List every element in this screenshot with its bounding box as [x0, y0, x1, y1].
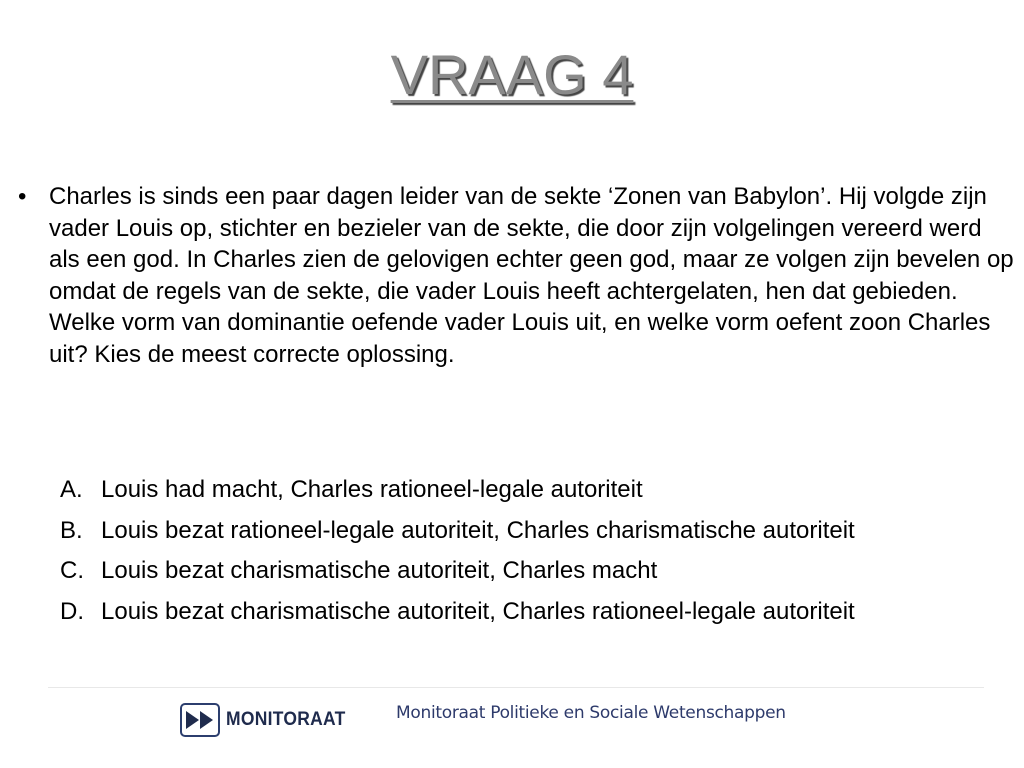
option-letter: A. [60, 476, 83, 504]
answer-option-a [60, 470, 1020, 511]
answer-option-c [60, 551, 1020, 592]
logo-text: MONITORAAT [226, 709, 346, 730]
answer-options [60, 470, 1020, 632]
option-letter: C. [60, 557, 84, 585]
question-block [18, 181, 1016, 370]
bullet-marker: • [18, 183, 27, 210]
option-text: Louis bezat charismatische autoriteit, Charles rationeel-legale autoriteit [101, 597, 855, 625]
slide-title: VRAAG 4 [390, 43, 634, 106]
footer-divider [48, 687, 984, 688]
answer-option-b [60, 511, 1020, 552]
option-text: Louis had macht, Charles rationeel-legale autoriteit [101, 476, 643, 504]
answer-option-d [60, 592, 1020, 633]
option-letter: D. [60, 597, 84, 625]
question-text: Charles is sinds een paar dagen leider van de sekte ‘Zonen van Babylon’. Hij volgde zijn vader Louis op, stichter en bezieler van de sekte, die door zijn volgelingen vereerd werd als een god. In Charles zien de gelovigen echter geen god, maar ze volgen zijn bevelen op omdat de regels van de sekte, die vader Louis heeft achtergelaten, hen dat gebieden. Welke vorm van dominantie oefende vader Louis uit, en welke vorm oefent zoon Charles uit? Kies de meest correcte oplossing. [49, 183, 1014, 368]
option-letter: B. [60, 516, 83, 544]
option-text: Louis bezat charismatische autoriteit, Charles macht [101, 557, 658, 585]
monitoraat-logo [180, 701, 356, 739]
footer-caption: Monitoraat Politieke en Sociale Wetenschappen [396, 703, 786, 723]
fast-forward-icon [180, 703, 220, 737]
option-text: Louis bezat rationeel-legale autoriteit, Charles charismatische autoriteit [101, 516, 855, 544]
